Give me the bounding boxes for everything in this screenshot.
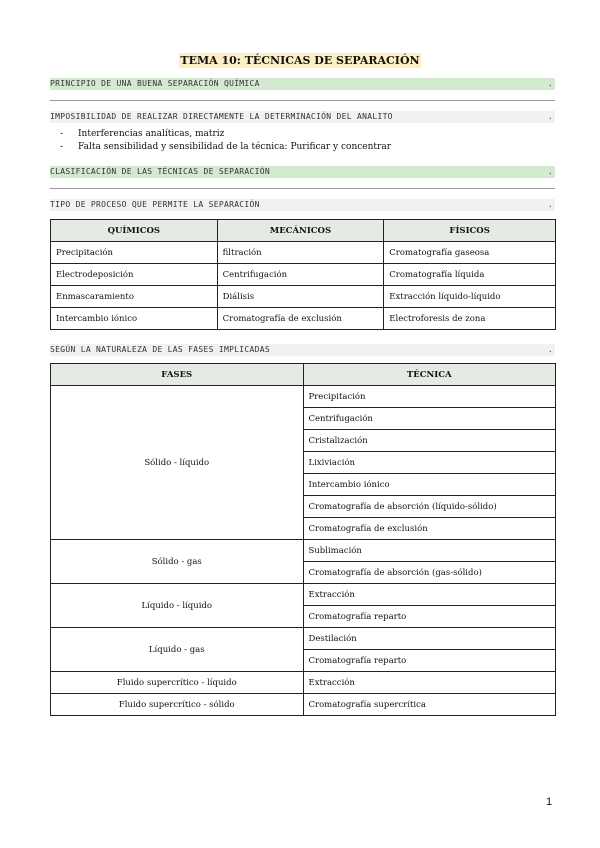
bullet-list [60, 128, 391, 154]
section-heading-principio: PRINCIPIO DE UNA BUENA SEPARACIÓN QUÍMICA . [50, 79, 553, 88]
table-row [51, 264, 556, 286]
table-cell: Precipitación [51, 242, 218, 264]
table-cell: Electrodeposición [51, 264, 218, 286]
technique-cell: Intercambio iónico [303, 474, 556, 496]
phase-cell: Sólido - líquido [51, 386, 304, 540]
list-item: - Falta sensibilidad y sensibilidad de la técnica: Purificar y concentrar [60, 142, 392, 152]
table-cell: Extracción líquido-líquido [384, 286, 556, 308]
table-cell: Enmascaramiento [51, 286, 218, 308]
technique-cell: Centrifugación [303, 408, 556, 430]
technique-cell: Sublimación [303, 540, 556, 562]
technique-cell: Cromatografía de absorción (líquido-sólido) [303, 496, 556, 518]
table-cell: Intercambio iónico [51, 308, 218, 330]
subheading-fases: SEGÚN LA NATURALEZA DE LAS FASES IMPLICADAS . [50, 345, 553, 354]
table-row [51, 242, 556, 264]
table-row [51, 308, 556, 330]
phase-cell: Fluido supercrítico - líquido [51, 672, 304, 694]
table-cell: Cromatografía de exclusión [217, 308, 384, 330]
section-heading-clasificacion: CLASIFICACIÓN DE LAS TÉCNICAS DE SEPARACIÓN . [50, 167, 553, 176]
table-row [51, 386, 556, 408]
table-cell: Diálisis [217, 286, 384, 308]
table-cell: Centrifugación [217, 264, 384, 286]
column-header: QUÍMICOS [51, 220, 218, 242]
table-cell: Cromatografía gaseosa [384, 242, 556, 264]
phase-cell: Sólido - gas [51, 540, 304, 584]
divider [50, 188, 555, 189]
column-header: FÍSICOS [384, 220, 556, 242]
technique-cell: Cromatografía supercrítica [303, 694, 556, 716]
table-row [51, 672, 556, 694]
technique-cell: Cromatografía reparto [303, 650, 556, 672]
table-row [51, 584, 556, 606]
technique-cell: Cromatografía reparto [303, 606, 556, 628]
technique-cell: Cromatografía de exclusión [303, 518, 556, 540]
page-title: TEMA 10: TÉCNICAS DE SEPARACIÓN [180, 54, 420, 67]
column-header: TÉCNICA [303, 364, 556, 386]
technique-cell: Cristalización [303, 430, 556, 452]
page-number: 1 [546, 796, 553, 808]
technique-cell: Extracción [303, 672, 556, 694]
column-header: FASES [51, 364, 304, 386]
table-cell: filtración [217, 242, 384, 264]
table-row [51, 540, 556, 562]
table-row [51, 694, 556, 716]
technique-cell: Lixiviación [303, 452, 556, 474]
column-header: MECÁNICOS [217, 220, 384, 242]
table-cell: Electroforesis de zona [384, 308, 556, 330]
divider [50, 100, 555, 101]
technique-cell: Extracción [303, 584, 556, 606]
phase-cell: Fluido supercrítico - sólido [51, 694, 304, 716]
technique-cell: Precipitación [303, 386, 556, 408]
subheading-tipo-proceso: TIPO DE PROCESO QUE PERMITE LA SEPARACIÓN . [50, 200, 553, 209]
subheading-imposibilidad: IMPOSIBILIDAD DE REALIZAR DIRECTAMENTE LA DETERMINACIÓN DEL ANALITO . [50, 112, 553, 121]
phase-cell: Líquido - líquido [51, 584, 304, 628]
table-cell: Cromatografía líquida [384, 264, 556, 286]
process-type-table [50, 219, 556, 330]
list-item: - Interferencias analíticas, matriz [60, 129, 225, 139]
table-row [51, 286, 556, 308]
technique-cell: Destilación [303, 628, 556, 650]
table-row [51, 628, 556, 650]
phases-table [50, 363, 556, 716]
technique-cell: Cromatografía de absorción (gas-sólido) [303, 562, 556, 584]
phase-cell: Líquido - gas [51, 628, 304, 672]
